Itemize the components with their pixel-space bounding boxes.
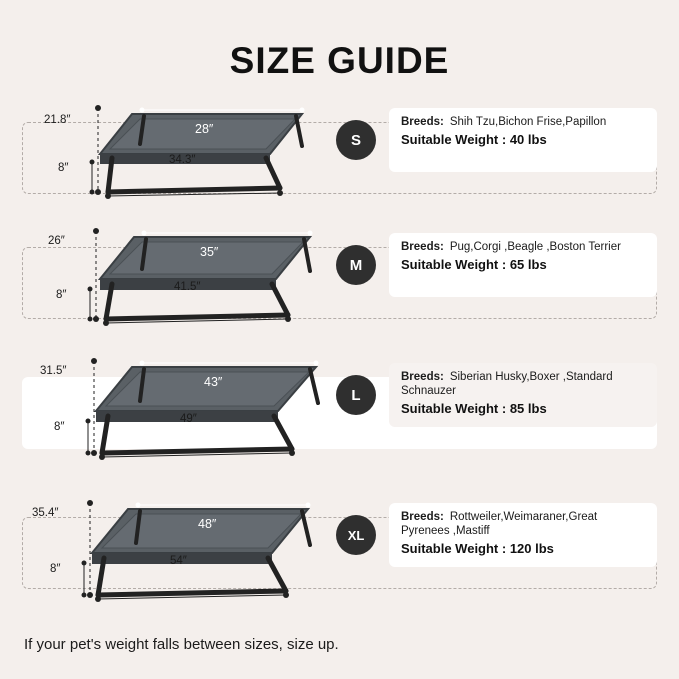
dim-top-width-s: 28″ xyxy=(195,122,214,136)
breeds-row-xl xyxy=(401,510,647,538)
weight-value-l: Suitable Weight : 85 lbs xyxy=(401,401,547,416)
info-card-l xyxy=(389,363,657,427)
size-row-l xyxy=(22,355,657,473)
breeds-value-xl: Rottweiler,Weimaraner,Great Pyrenees ,Mastiff xyxy=(401,511,598,537)
info-card-xl xyxy=(389,503,657,567)
breeds-label-m: Breeds: xyxy=(401,241,444,253)
dim-leg-s: 8″ xyxy=(58,162,69,174)
dim-base-width-l: 49″ xyxy=(180,413,197,425)
dim-height-l: 31.5″ xyxy=(40,365,67,377)
breeds-label-xl: Breeds: xyxy=(401,511,444,523)
size-badge-l: L xyxy=(336,375,376,415)
breeds-label-l: Breeds: xyxy=(401,371,444,383)
weight-value-xl: Suitable Weight : 120 lbs xyxy=(401,541,554,556)
dim-base-width-m: 41.5″ xyxy=(174,281,201,293)
breeds-value-l: Siberian Husky,Boxer ,Standard Schnauzer xyxy=(401,371,613,397)
bed-illustration-xl xyxy=(32,487,356,605)
page-title: SIZE GUIDE xyxy=(229,40,450,81)
dim-leg-l: 8″ xyxy=(54,421,65,433)
breeds-row-m xyxy=(401,240,647,254)
size-row-s xyxy=(22,100,657,218)
dim-top-width-xl: 48″ xyxy=(198,517,217,531)
breeds-value-s: Shih Tzu,Bichon Frise,Papillon xyxy=(449,116,607,128)
dim-base-width-xl: 54″ xyxy=(170,555,187,567)
dim-base-width-s: 34.3″ xyxy=(169,154,196,166)
breeds-label-s: Breeds: xyxy=(401,116,444,128)
size-badge-m: M xyxy=(336,245,376,285)
size-row-m xyxy=(22,225,657,343)
info-card-s xyxy=(389,108,657,172)
dim-top-width-m: 35″ xyxy=(200,245,219,259)
dim-height-s: 21.8″ xyxy=(44,114,71,126)
breeds-value-m: Pug,Corgi ,Beagle ,Boston Terrier xyxy=(449,241,621,253)
dim-leg-xl: 8″ xyxy=(50,563,61,575)
info-card-m xyxy=(389,233,657,297)
bed-svg-xl xyxy=(56,487,356,605)
breeds-row-l xyxy=(401,370,647,398)
dim-height-xl: 35.4″ xyxy=(32,507,59,519)
footer-note: If your pet's weight falls between sizes, size up. xyxy=(24,636,339,653)
bed-svg-s xyxy=(52,92,332,202)
size-badge-s: S xyxy=(336,120,376,160)
bed-illustration-l xyxy=(40,347,352,463)
bed-illustration-s xyxy=(44,92,332,202)
dim-leg-m: 8″ xyxy=(56,289,67,301)
breeds-row-s xyxy=(401,115,647,129)
bed-svg-l xyxy=(52,347,352,463)
size-row-xl xyxy=(22,495,657,613)
bed-svg-m xyxy=(52,217,342,329)
size-badge-xl: XL xyxy=(336,515,376,555)
weight-value-s: Suitable Weight : 40 lbs xyxy=(401,132,547,147)
dim-top-width-l: 43″ xyxy=(204,375,223,389)
weight-value-m: Suitable Weight : 65 lbs xyxy=(401,257,547,272)
dim-height-m: 26″ xyxy=(48,235,65,247)
bed-illustration-m xyxy=(48,217,342,329)
